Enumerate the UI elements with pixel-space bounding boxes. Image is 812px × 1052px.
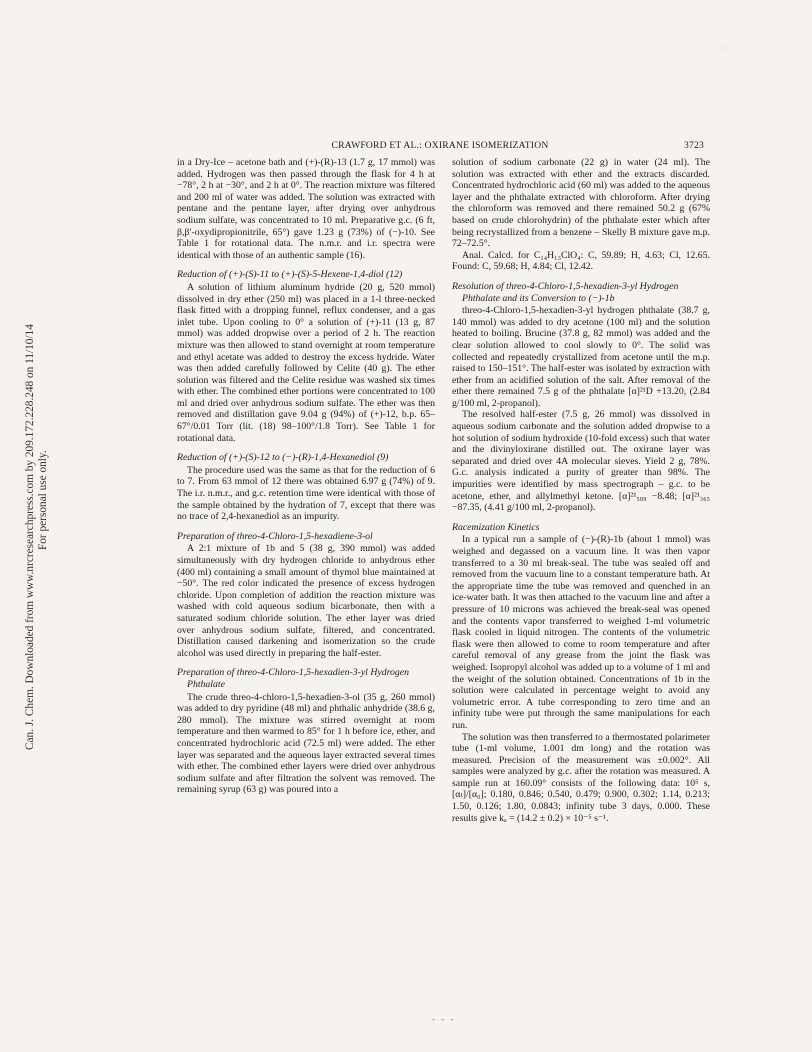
paragraph: solution of sodium carbonate (22 g) in water (24 ml). The solution was extracted with ether and the extracts discarded. Concentrated hydrochloric acid (60 ml) was added to the aqueous layer and the phthalate extracted with chloroform. After drying the chloroform was removed and there remained 50.2 g (67% based on crude chlorohydrin) of the phthalate ester which after being recrystallized from a benzene – Skelly B mixture gave m.p. 72–72.5°.: [452, 157, 710, 250]
paragraph: In a typical run a sample of (−)-(R)-1b (about 1 mmol) was weighed and degassed on a vacuum line. It was then vapor transferred to a 30 ml break-seal. The tube was sealed off and removed from the vacuum line to a constant temperature bath. At the appropriate time the tube was removed and quenched in an ice-water bath. It was then attached to the vacuum line and after a pressure of 10 microns was achieved the break-seal was opened and the contents vapor transferred to weighed 1-ml volumetric flask cooled in liquid nitrogen. The contents of the volumetric flask were then allowed to come to room temperature and after careful removal of any grease from the joint the flask was weighed. Isopropyl alcohol was added up to a volume of 1 ml and the weight of the solution obtained. Concentrations of 1b in the solution were calculated in percentage weight to avoid any volumetric error. A tube corresponding to zero time and an infinity tube were put through the same manipulations for each run.: [452, 534, 710, 731]
paragraph: The crude threo-4-chloro-1,5-hexadien-3-ol (35 g, 260 mmol) was added to dry pyridine (48 ml) and phthalic anhydride (38.6 g, 280 mmol). The mixture was stirred overnight at room temperature and then warmed to 85° for 1 h before ice, ether, and concentrated hydrochloric acid (72.5 ml) were added. The ether layer was separated and the aqueous layer extracted several times with ether. The combined ether layers were dried over anhydrous sodium sulfate and after filtration the solvent was removed. The remaining syrup (63 g) was poured into a: [177, 691, 435, 796]
section-heading: Reduction of (+)-(S)-12 to (−)-(R)-1,4-Hexanediol (9): [177, 452, 389, 464]
download-notice: Can. J. Chem. Downloaded from www.nrcresearchpress.com by 209.172.228.248 on 11/10/14: [24, 324, 36, 750]
paragraph: A solution of lithium aluminum hydride (20 g, 520 mmol) dissolved in dry ether (250 ml) was placed in a 1-l three-necked flask fitted with a dropping funnel, reflux condenser, and a gas inlet tube. Upon cooling to 0° a solution of (+)-11 (13 g, 87 mmol) was added dropwise over a period of 2 h. The reaction mixture was then allowed to stand overnight at room temperature and ethyl acetate was added to destroy the excess hydride. Water was then added carefully followed by Celite (40 g). The ether solution was filtered and the Celite residue was washed six times with ether. The combined ether portions were concentrated to 100 ml and dried over anhydrous sodium sulfate. The ether was then removed and distillation gave 9.04 g (94%) of (+)-12, b.p. 65–67°/0.01 Torr (lit. (18) 98–100°/1.8 Torr). See Table 1 for rotational data.: [177, 281, 435, 444]
section-heading: Preparation of threo-4-Chloro-1,5-hexadien-3-yl Hydrogen Phthalate: [177, 667, 409, 690]
paragraph: The resolved half-ester (7.5 g, 26 mmol) was dissolved in aqueous sodium carbonate and the solution added dropwise to a hot solution of sodium hydroxide (10-fold excess) such that water and the divinyloxirane distilled out. The oxirane layer was separated and dried over 4A molecular sieves. Yield 2 g, 78%. G.c. analysis indicated a purity of greater than 98%. The impurities were identified by mass spectrograph – g.c. to be acetone, ether, and allylmethyl ketone. [α]²¹₅₈₉ −8.48; [α]²¹₃₆₅ −87.35, (4.41 g/100 ml, 2-propanol).: [452, 409, 710, 514]
paragraph: The procedure used was the same as that for the reduction of 6 to 7. From 63 mmol of 12 there was obtained 6.97 g (74%) of 9. The i.r. n.m.r., and g.c. retention time were identical with those of the sample obtained by the hydration of 7, except that there was no trace of 2,4-hexanediol as an impurity.: [177, 464, 435, 523]
paragraph: The solution was then transferred to a thermostated polarimeter tube (1-ml volume, 1.001 dm long) and the rotation was measured. Precision of the measurement was ±0.002°. All samples were analyzed by g.c. after the rotation was measured. A sample run at 160.09° consists of the following data: 10⁵ s, [αₜ]/[α₀]; 0.180, 0.846; 0.540, 0.479; 0.900, 0.302; 1.14, 0.213; 1.50, 0.126; 1.80, 0.0843; infinity tube 3 days, 0.000. These results give kₐ = (14.2 ± 0.2) × 10⁻⁵ s⁻¹.: [452, 731, 710, 824]
paragraph: threo-4-Chloro-1,5-hexadien-3-yl hydrogen phthalate (38.7 g, 140 mmol) was added to dry acetone (100 ml) and the solution heated to boiling. Brucine (37.8 g, 82 mmol) was added and the clear solution allowed to cool slowly to 0°. The solid was collected and repeatedly crystallized from acetone until the m.p. raised to 150–151°. The half-ester was isolated by extraction with ether from an acidified solution of the salt. After removal of the ether there remained 7.5 g of the phthalate [α]²¹D +13.20, (2.84 g/100 ml, 2-propanol).: [452, 305, 710, 409]
section-heading: Racemization Kinetics: [452, 521, 540, 533]
page-header: [176, 140, 704, 154]
personal-use-notice: For personal use only.: [37, 450, 49, 550]
download-watermark: [4, 190, 49, 750]
right-column: [452, 157, 710, 824]
paragraph: in a Dry-Ice – acetone bath and (+)-(R)-13 (1.7 g, 17 mmol) was added. Hydrogen was then passed through the flask for 4 h at −78°, 2 h at −30°, and 2 h at 0°. The reaction mixture was filtered and 200 ml of water was added. The solution was extracted with pentane and the pentane layer, after drying over anhydrous sodium sulfate, was concentrated to 10 ml. Preparative g.c. (6 ft, β,β′-oxydipropionitrile, 65°) gave 1.23 g (73%) of (−)-10. See Table 1 for rotational data. The n.m.r. and i.r. spectra were identical with those of an authentic sample (16).: [177, 157, 435, 261]
paragraph: A 2:1 mixture of 1b and 5 (38 g, 390 mmol) was added simultaneously with dry hydrogen chloride to anhydrous ether (400 ml) containing a small amount of thymol blue maintained at −50°. The red color indicated the presence of excess hydrogen chloride. Upon completion of addition the reaction mixture was washed with cold aqueous sodium bicarbonate, then with a saturated sodium chloride solution. The ether layer was dried over anhydrous sodium sulfate, filtered, and concentrated. Distillation caused darkening and isomerization so the crude alcohol was used directly in preparing the half-ester.: [177, 543, 435, 659]
section-heading: Resolution of threo-4-Chloro-1,5-hexadien-3-yl Hydrogen Phthalate and its Conversion to (−)-1b: [452, 280, 679, 304]
paragraph: Anal. Calcd. for C₁₄H₁₃ClO₄: C, 59.89; H, 4.63; Cl, 12.65. Found: C, 59.68; H, 4.84; Cl, 12.42.: [452, 249, 710, 273]
left-column: [177, 157, 435, 796]
running-title: CRAWFORD ET AL.: OXIRANE ISOMERIZATION: [331, 140, 549, 151]
scan-mark: - - -: [432, 1014, 456, 1024]
section-heading: Reduction of (+)-(S)-11 to (+)-(S)-5-Hexene-1,4-diol (12): [177, 269, 403, 281]
page-number: 3723: [684, 140, 704, 151]
section-heading: Preparation of threo-4-Chloro-1,5-hexadiene-3-ol: [177, 530, 373, 542]
scan-speck: · ·: [722, 44, 730, 53]
